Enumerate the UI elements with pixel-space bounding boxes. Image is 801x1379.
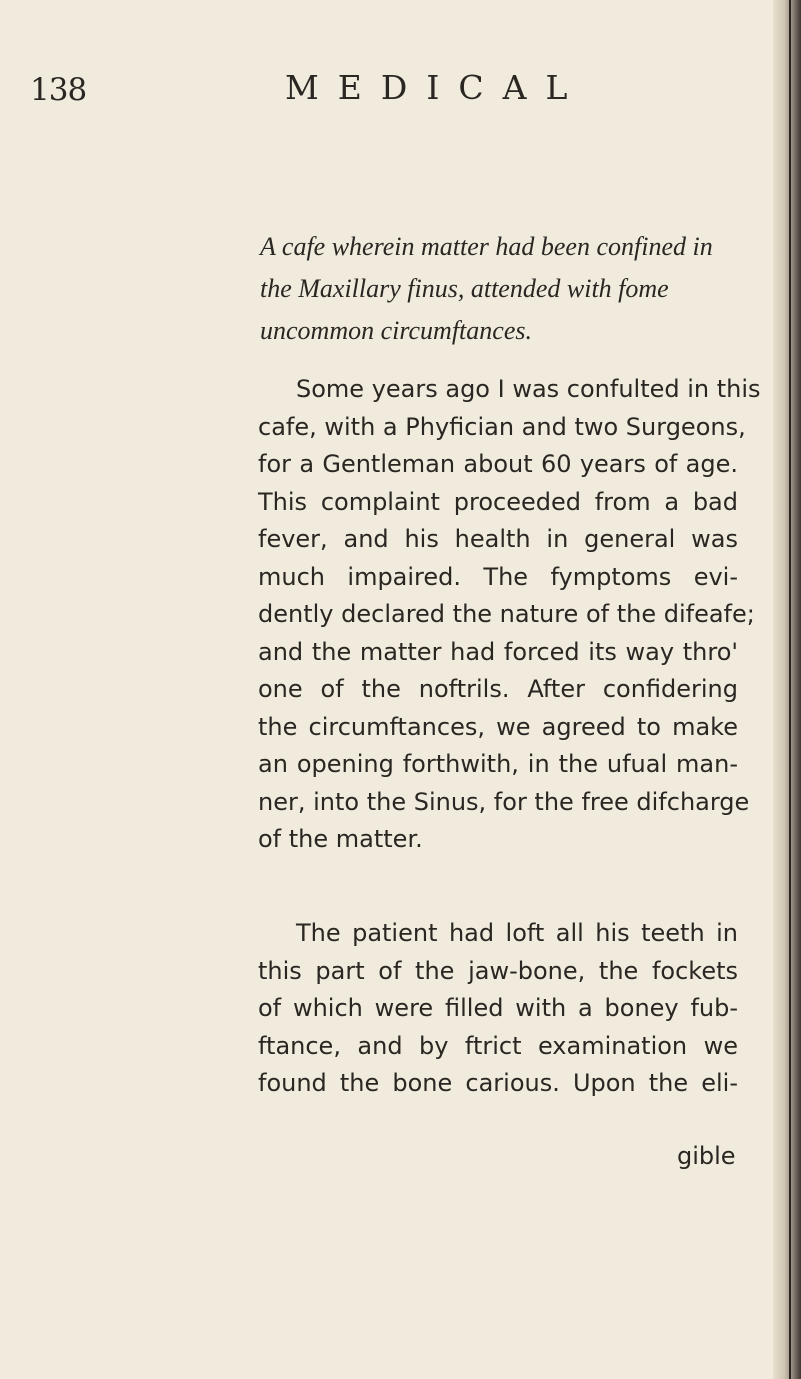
running-head: MEDICAL — [285, 68, 587, 107]
catchword: gible — [677, 1142, 736, 1170]
text-line: found the bone carious. Upon the eli- — [258, 1069, 738, 1097]
text-line: one of the noftrils. After confidering — [258, 675, 738, 703]
text-line: this part of the jaw-bone, the fockets — [258, 956, 738, 985]
text-line: and the matter had forced its way thro' — [258, 637, 738, 666]
text-line: The patient had loft all his teeth in — [296, 919, 738, 947]
text-line: of the matter. — [258, 825, 423, 853]
text-line: fever, and his health in general was — [258, 525, 738, 553]
section-title — [260, 226, 713, 352]
text-line: ner, into the Sinus, for the free difcharge — [258, 787, 750, 816]
text-line: ftance, and by ftrict examination we — [258, 1031, 738, 1060]
text-line: the circumftances, we agreed to make — [258, 712, 738, 741]
title-line: A cafe wherein matter had been confined in — [260, 232, 713, 261]
text-line: This complaint proceeded from a bad — [258, 487, 738, 516]
paragraph-2 — [258, 915, 738, 1103]
page-binding-edge — [773, 0, 801, 1379]
page-number: 138 — [30, 72, 87, 108]
text-line: Some years ago I was confulted in this — [296, 375, 761, 403]
title-line: the Maxillary finus, attended with fome — [260, 274, 669, 303]
text-line: dently declared the nature of the difeafe; — [258, 600, 755, 628]
text-line: of which were filled with a boney fub- — [258, 994, 738, 1022]
page-binding-line — [789, 0, 791, 1379]
text-line: cafe, with a Phyfician and two Surgeons, — [258, 412, 746, 441]
paragraph-1 — [258, 371, 761, 859]
text-line: for a Gentleman about 60 years of age. — [258, 450, 738, 478]
title-line: uncommon circumftances. — [260, 316, 532, 345]
text-line: much impaired. The fymptoms evi- — [258, 562, 738, 591]
text-line: an opening forthwith, in the ufual man- — [258, 750, 738, 778]
